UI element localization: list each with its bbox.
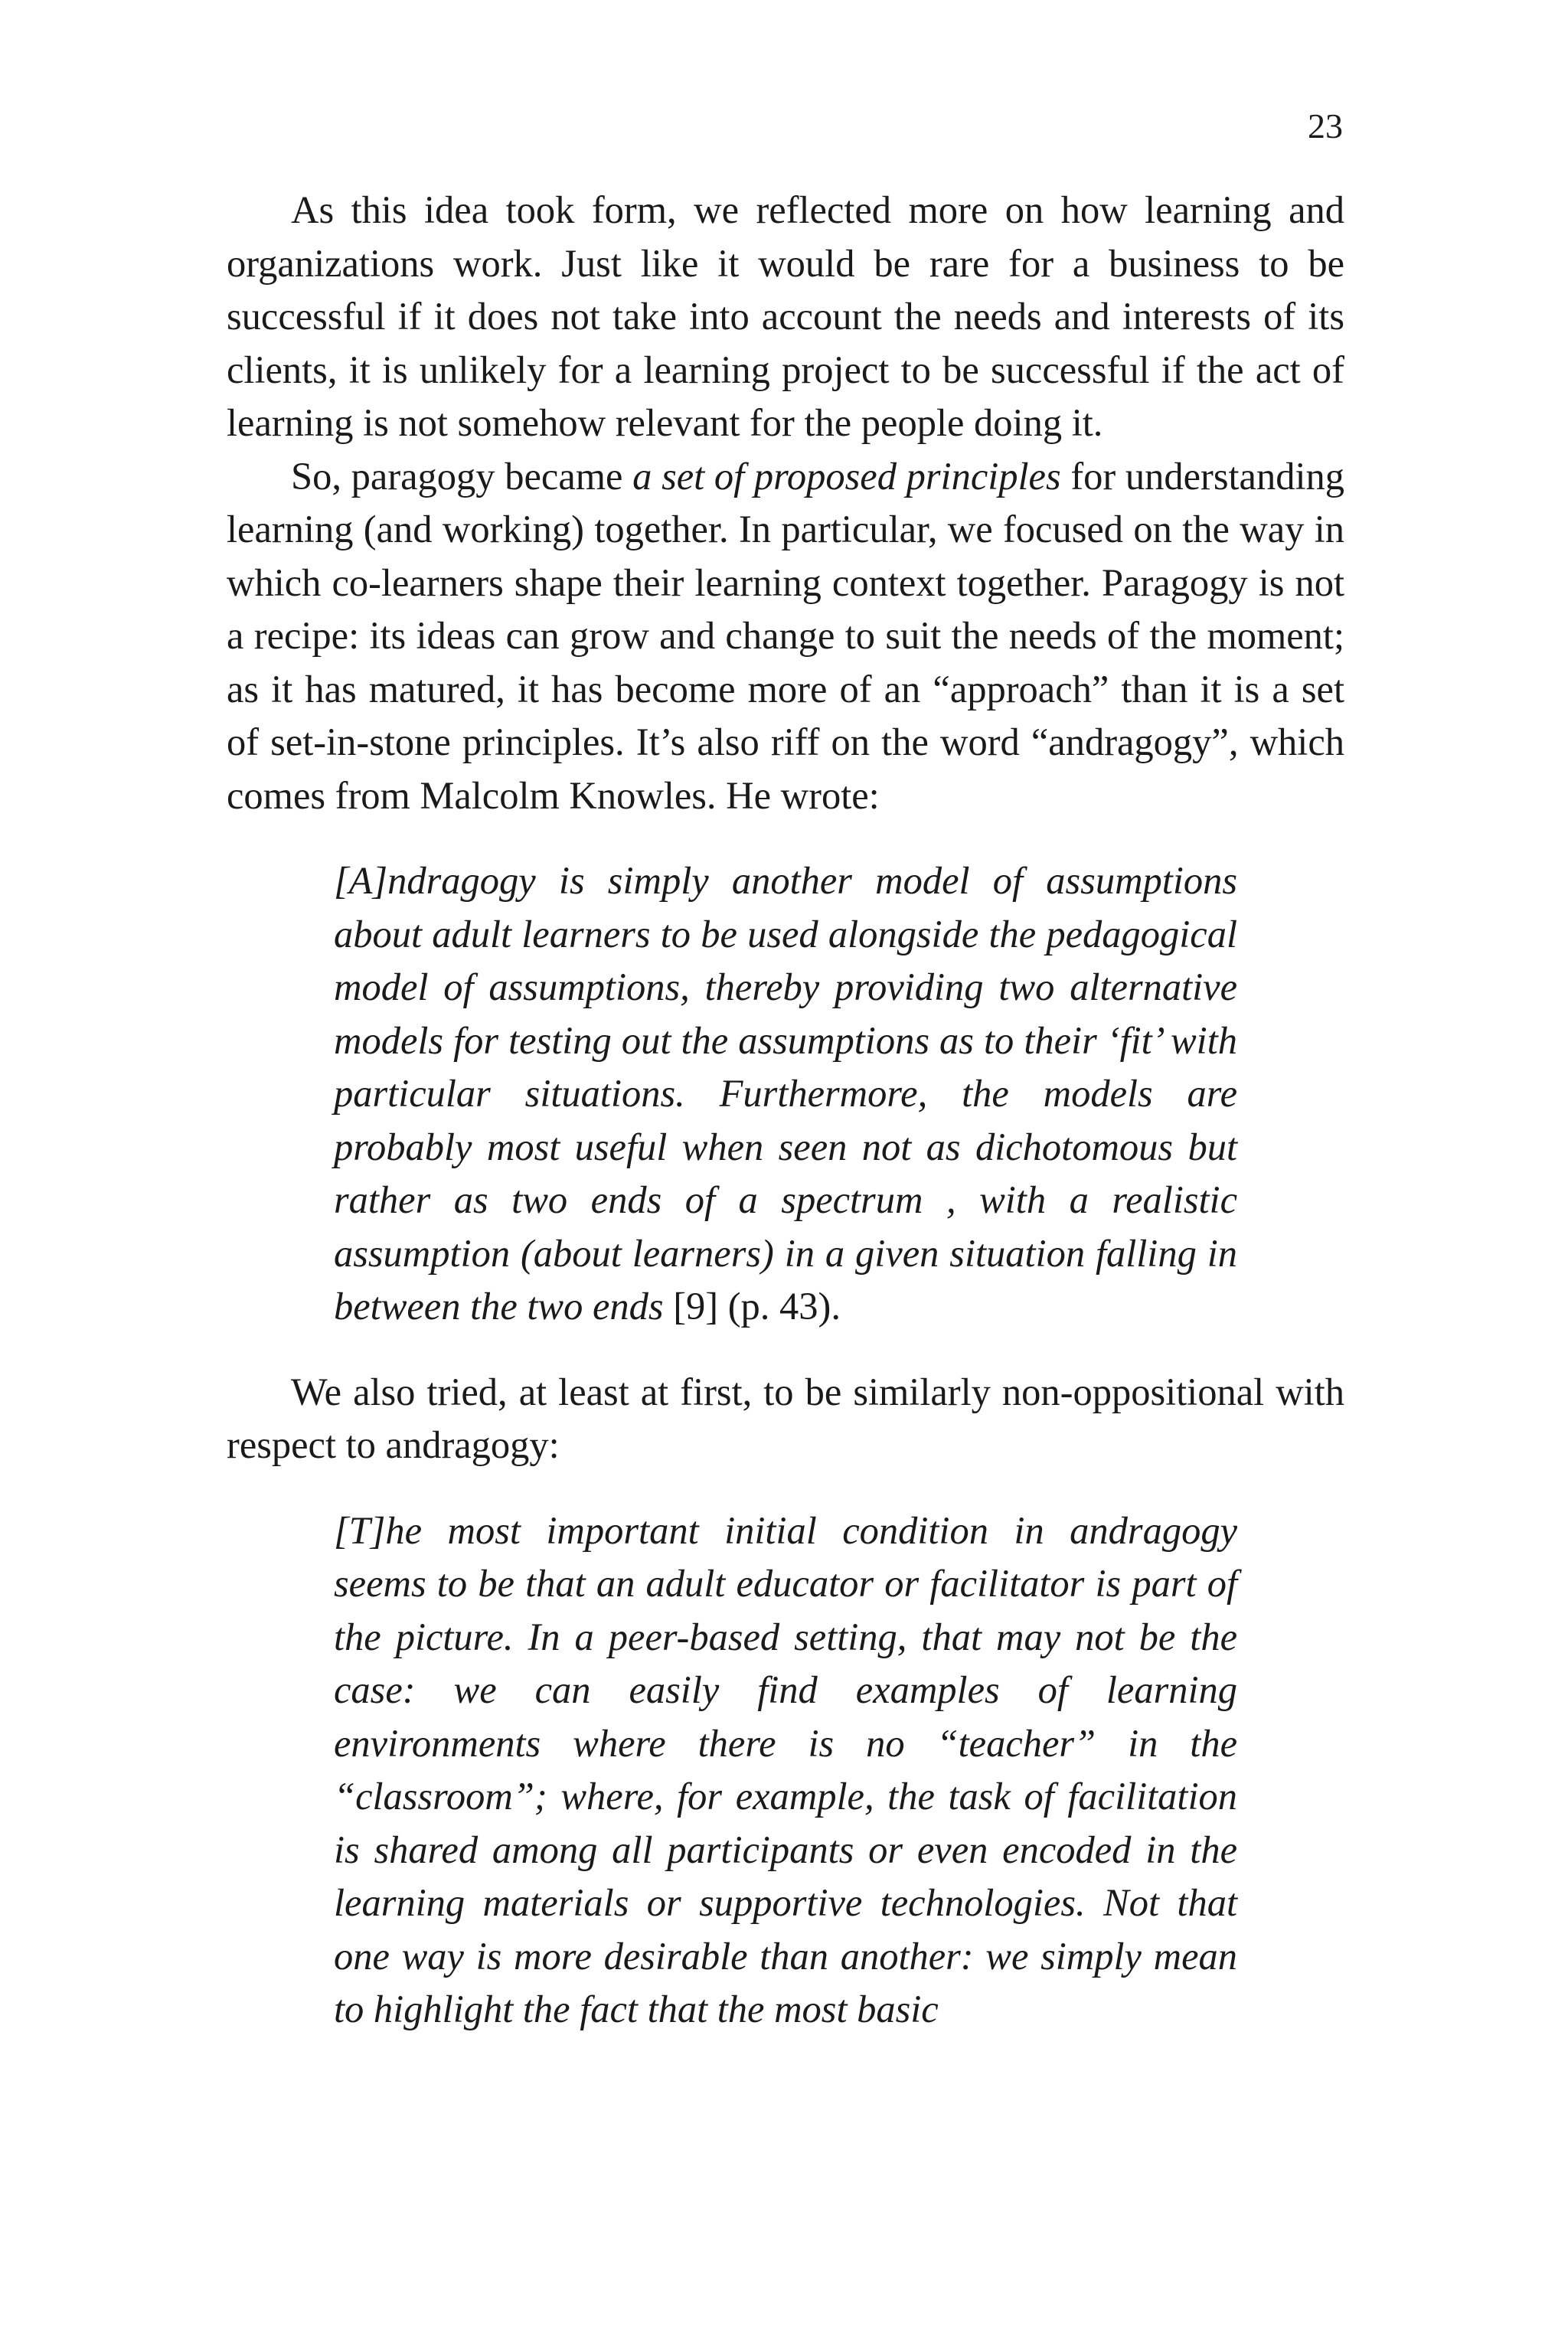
page-body <box>227 184 1344 2069</box>
page-number: 23 <box>1308 106 1343 145</box>
citation-reference: [9] (p. 43). <box>663 1285 841 1328</box>
block-quote-andragogy-condition: [T]he most important initial condition in andragogy seems to be that an adult educator or facilitator is part of the picture. In a peer-based setting, that may not be the case: we can easily find examples of learning environments where there is no “teacher” in the “classroom”; where, for example, the task of facilitation is shared among all participants or even encoded in the learning materials or supportive technologies. Not that one way is more desirable than another: we simply mean to highlight the fact that the most basic <box>334 1508 1237 2030</box>
block-quote-knowles <box>334 854 1237 1334</box>
paragraph-2 <box>227 450 1344 823</box>
block-quote-knowles-text: [A]ndragogy is simply another model of assumptions about adult learners to be used alongside the pedagogical model of assumptions, thereby providing two alternative models for testing out the assumptions as to their ‘fit’ with particular situations. Furthermore, the models are probably most useful when seen not as dichotomous but rather as two ends of a spectrum , with a realistic assumption (about learners) in a given situation falling in between the two ends <box>334 859 1237 1328</box>
paragraph-1: As this idea took form, we reflected more on how learning and organizations work. Just like it would be rare for a business to be successful if it does not take into account the needs and interests of its clients, it is unlikely for a learning project to be successful if the act of learning is not somehow relevant for the people doing it. <box>227 188 1344 444</box>
paragraph-3: We also tried, at least at first, to be similarly non-oppositional with respect to andragogy: <box>227 1370 1344 1466</box>
paragraph-2-rest: for understanding learning (and working) together. In particular, we focused on the way in which co-learners shape their learning context together. Paragogy is not a recipe: its ideas can grow and change to suit the needs of the moment; as it has matured, it has become more of an “approach” than it is a set of set-in-stone principles. It’s also riff on the word “andragogy”, which comes from Malcolm Knowles. He wrote: <box>227 454 1345 817</box>
paragraph-2-lead: So, paragogy became <box>291 454 633 498</box>
paragraph-2-emphasis: a set of proposed principles <box>632 454 1061 498</box>
